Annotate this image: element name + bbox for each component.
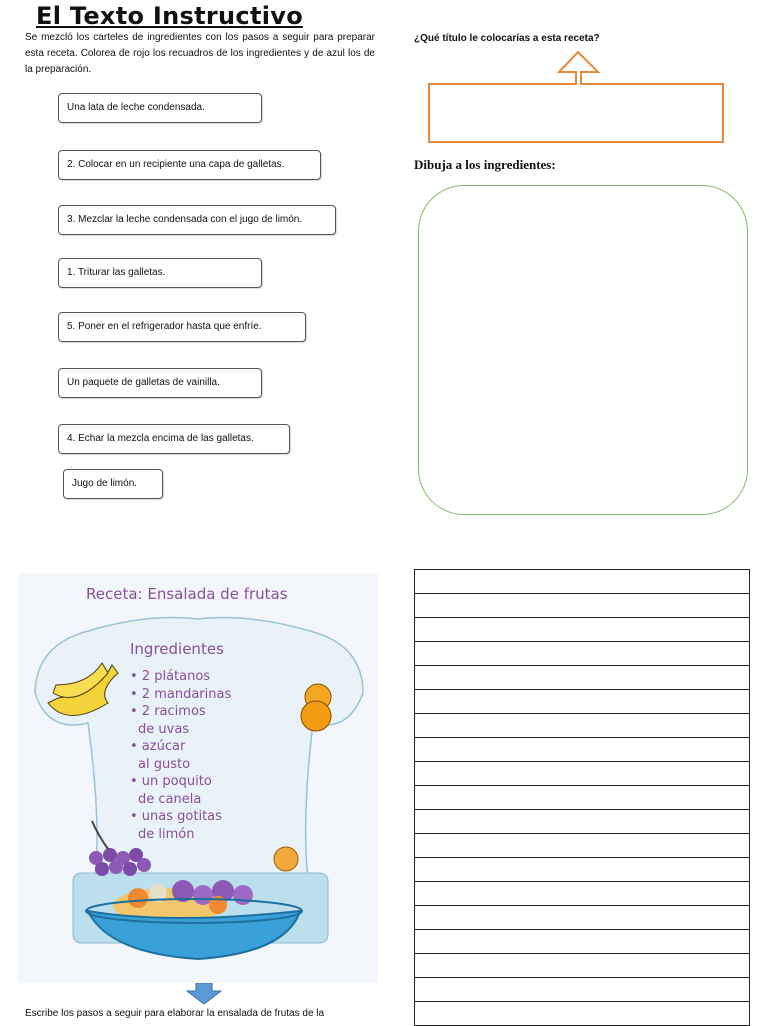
step-card-1[interactable]: 1. Triturar las galletas. (58, 258, 262, 288)
worksheet-instructions: Se mezcló los carteles de ingredientes con los pasos a seguir para preparar esta receta. Colorea de rojo los recuadros de los ingredientes y de azul los de la preparación. (25, 32, 375, 75)
writing-line[interactable] (415, 762, 749, 786)
ingredients-title: Ingredientes (130, 640, 224, 658)
step-card-4[interactable]: 4. Echar la mezcla encima de las galletas. (58, 424, 290, 454)
draw-prompt: Dibuja a los ingredientes: (414, 157, 556, 172)
writing-line[interactable] (415, 738, 749, 762)
title-answer-box[interactable] (426, 50, 726, 145)
writing-line[interactable] (415, 954, 749, 978)
writing-line[interactable] (415, 930, 749, 954)
ingredient-line: al gusto (138, 756, 191, 772)
down-arrow-icon (186, 983, 222, 1005)
ingredient-card-condensed-milk[interactable]: Una lata de leche condensada. (58, 93, 262, 123)
footer-instruction: Escribe los pasos a seguir para elaborar la ensalada de frutas de la (25, 1008, 325, 1019)
ingredients-list (130, 668, 231, 843)
ingredient-line: • 2 mandarinas (130, 686, 232, 702)
ingredient-card-lemon-juice[interactable]: Jugo de limón. (63, 469, 163, 499)
ingredient-card-cookies[interactable]: Un paquete de galletas de vainilla. (58, 368, 262, 398)
ingredient-line: • azúcar (130, 739, 186, 754)
writing-lines[interactable] (414, 569, 750, 1026)
writing-line[interactable] (415, 786, 749, 810)
step-card-2[interactable]: 2. Colocar en un recipiente una capa de galletas. (58, 150, 321, 180)
writing-line[interactable] (415, 810, 749, 834)
writing-line[interactable] (415, 978, 749, 1002)
step-card-5[interactable]: 5. Poner en el refrigerador hasta que enfríe. (58, 312, 306, 342)
writing-line[interactable] (415, 570, 749, 594)
writing-line[interactable] (415, 882, 749, 906)
writing-line[interactable] (415, 906, 749, 930)
writing-line[interactable] (415, 690, 749, 714)
up-arrow-shape (429, 52, 723, 142)
writing-line[interactable] (415, 714, 749, 738)
writing-line[interactable] (415, 642, 749, 666)
writing-line[interactable] (415, 858, 749, 882)
ingredient-line: de limón (138, 826, 195, 842)
worksheet-title: El Texto Instructivo (36, 2, 303, 30)
title-question: ¿Qué título le colocarías a esta receta? (414, 33, 600, 44)
writing-line[interactable] (415, 1002, 749, 1026)
writing-line[interactable] (415, 594, 749, 618)
lemon-slice-icon (274, 847, 298, 871)
drawing-area[interactable] (418, 185, 748, 515)
writing-line[interactable] (415, 666, 749, 690)
recipe-heading: Receta: Ensalada de frutas (86, 585, 288, 603)
ingredient-line: de canela (138, 791, 202, 807)
ingredient-line: • un poquito (130, 774, 212, 789)
recipe-illustration (18, 573, 378, 983)
writing-line[interactable] (415, 834, 749, 858)
ingredient-line: de uvas (138, 721, 190, 737)
writing-line[interactable] (415, 618, 749, 642)
step-card-3[interactable]: 3. Mezclar la leche condensada con el jugo de limón. (58, 205, 336, 235)
ingredient-line: • 2 plátanos (130, 669, 211, 684)
ingredient-line: • 2 racimos (130, 704, 206, 719)
ingredient-line: • unas gotitas (130, 809, 222, 824)
